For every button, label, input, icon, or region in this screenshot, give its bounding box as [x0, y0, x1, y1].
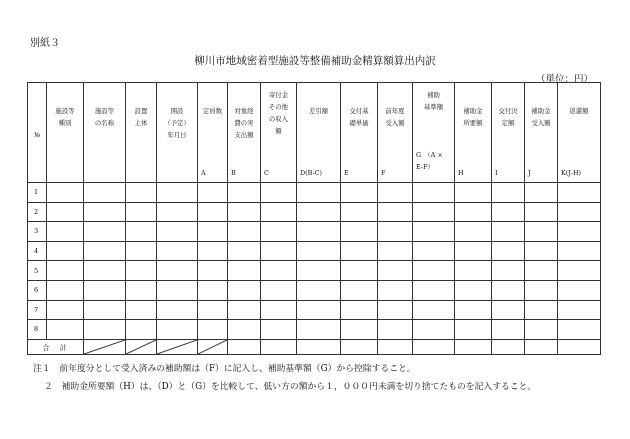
table-cell [198, 261, 228, 281]
table-cell [455, 339, 492, 354]
table-cell [261, 202, 297, 222]
table-cell [378, 280, 413, 300]
table-cell [378, 222, 413, 242]
note-1: 注１ 前年度分として受入済みの補助額は（F）に記入し、補助基準額（G）から控除すること。 [33, 364, 416, 374]
table-cell [297, 261, 341, 281]
table-cell [455, 300, 492, 320]
table-cell [198, 222, 228, 242]
column-header [341, 83, 378, 183]
total-row [28, 339, 601, 354]
notes [33, 360, 536, 396]
table-cell [378, 202, 413, 222]
table-cell [126, 183, 157, 203]
table-cell [297, 241, 341, 261]
table-cell [198, 241, 228, 261]
column-header-label: 定員数 [202, 107, 223, 115]
table-cell [126, 241, 157, 261]
table-cell [84, 320, 126, 340]
column-header-label: 対象経 費の実 支出額 [234, 107, 254, 139]
column-header [126, 83, 157, 183]
table-cell [157, 320, 198, 340]
column-header-code: I [495, 169, 498, 177]
column-header-label: 開設 （予定） 年月日 [164, 107, 190, 139]
table-cell [157, 280, 198, 300]
table-cell [297, 320, 341, 340]
table-cell [341, 222, 378, 242]
table-cell [492, 261, 525, 281]
table-cell [84, 222, 126, 242]
table-cell [341, 300, 378, 320]
note-2: ２ 補助金所要額（H）は、（D）と（G）を比較して、低い方の額から１，０００円未満を切り捨てたものを記入すること。 [44, 382, 537, 392]
table-cell [261, 339, 297, 354]
table-cell [84, 202, 126, 222]
table-cell [341, 320, 378, 340]
table-cell [413, 183, 455, 203]
column-header [492, 83, 525, 183]
table-cell [455, 280, 492, 300]
table-cell [525, 261, 558, 281]
table-cell [492, 339, 525, 354]
column-header-label: 補助金 受入額 [531, 107, 551, 127]
table-cell [378, 300, 413, 320]
row-number: 3 [28, 222, 47, 242]
table-cell [47, 241, 84, 261]
table-cell [261, 300, 297, 320]
table-cell [228, 339, 261, 354]
table-cell [198, 183, 228, 203]
table-cell [228, 320, 261, 340]
table-cell [492, 202, 525, 222]
table-row [28, 300, 601, 320]
table-cell [413, 339, 455, 354]
table-cell [558, 202, 601, 222]
table-cell [297, 202, 341, 222]
table-cell [157, 241, 198, 261]
table-cell [558, 183, 601, 203]
document-title: 柳川市地域密着型施設等整備補助金精算額算出内訳 [194, 55, 436, 67]
table-cell [455, 320, 492, 340]
table-cell [525, 339, 558, 354]
row-number: 8 [28, 320, 47, 340]
column-header-code: B [231, 169, 236, 177]
table-cell [558, 320, 601, 340]
table-cell [157, 261, 198, 281]
diagonal-strike [198, 340, 227, 354]
table-cell [157, 202, 198, 222]
table-cell [198, 202, 228, 222]
table-cell [228, 261, 261, 281]
table-cell [198, 280, 228, 300]
table-cell [84, 280, 126, 300]
column-header-label: 補助金 所要額 [463, 107, 483, 127]
column-header [261, 83, 297, 183]
table-cell [413, 202, 455, 222]
table-cell [47, 320, 84, 340]
table-cell [228, 202, 261, 222]
row-number: 7 [28, 300, 47, 320]
table-cell [261, 183, 297, 203]
row-number: 6 [28, 280, 47, 300]
row-number: 4 [28, 241, 47, 261]
table-cell [261, 320, 297, 340]
table-cell [198, 300, 228, 320]
table-cell [157, 222, 198, 242]
table-cell [378, 261, 413, 281]
table-cell [455, 241, 492, 261]
table-cell [492, 280, 525, 300]
table-row [28, 222, 601, 242]
diagonal-strike [84, 340, 125, 354]
table-cell [413, 261, 455, 281]
table-cell [157, 300, 198, 320]
table-cell [525, 280, 558, 300]
struck-cell [198, 339, 228, 354]
table-row [28, 202, 601, 222]
table-cell [413, 241, 455, 261]
table-cell [525, 300, 558, 320]
table-cell [84, 241, 126, 261]
table-cell [261, 280, 297, 300]
table-cell [297, 222, 341, 242]
table-cell [341, 280, 378, 300]
column-header [413, 83, 455, 183]
column-header-label: 補助 基準額 [423, 91, 444, 111]
header-row [28, 83, 601, 183]
table-cell [297, 300, 341, 320]
diagonal-line [126, 340, 156, 354]
table-cell [126, 202, 157, 222]
table-cell [47, 202, 84, 222]
column-header-label: № [33, 131, 41, 139]
table-cell [261, 222, 297, 242]
column-header-label: 設置 主体 [134, 107, 148, 127]
column-header [47, 83, 84, 183]
table-cell [525, 241, 558, 261]
struck-cell [157, 339, 198, 354]
column-header-label: 寄付金 その他 の収入 額 [268, 91, 289, 135]
table-cell [341, 261, 378, 281]
column-header-label: 交付基 礎単価 [349, 107, 369, 127]
table-cell [341, 339, 378, 354]
table-cell [558, 280, 601, 300]
table-cell [126, 280, 157, 300]
diagonal-line [198, 340, 227, 354]
unit-label: （単位：円） [535, 74, 593, 85]
diagonal-line [157, 340, 197, 354]
table-row [28, 183, 601, 203]
table-cell [84, 300, 126, 320]
column-header-code: C [264, 169, 269, 177]
table-cell [492, 241, 525, 261]
table-cell [455, 202, 492, 222]
table-cell [47, 183, 84, 203]
table-cell [378, 241, 413, 261]
table-cell [378, 320, 413, 340]
table-row [28, 241, 601, 261]
table-cell [492, 320, 525, 340]
table-cell [126, 320, 157, 340]
table-cell [297, 280, 341, 300]
table-cell [228, 300, 261, 320]
column-header [455, 83, 492, 183]
table-cell [341, 241, 378, 261]
table-cell [228, 183, 261, 203]
table-cell [297, 339, 341, 354]
table-cell [558, 339, 601, 354]
table-cell [198, 320, 228, 340]
table-cell [228, 222, 261, 242]
table-cell [84, 183, 126, 203]
column-header-code: A [201, 169, 206, 177]
table-cell [297, 183, 341, 203]
table-cell [558, 222, 601, 242]
table-cell [84, 261, 126, 281]
column-header-code: E [344, 169, 349, 177]
struck-cell [126, 339, 157, 354]
table-cell [413, 280, 455, 300]
struck-cell [84, 339, 126, 354]
table-cell [126, 300, 157, 320]
diagonal-strike [157, 340, 197, 354]
table-cell [228, 280, 261, 300]
table-cell [558, 261, 601, 281]
table-cell [47, 280, 84, 300]
table-cell [261, 261, 297, 281]
column-header [28, 83, 47, 183]
column-header-code: D(B-C) [300, 169, 322, 177]
table-cell [47, 300, 84, 320]
table-cell [157, 183, 198, 203]
table-cell [378, 183, 413, 203]
table-cell [525, 222, 558, 242]
column-header [558, 83, 601, 183]
table-cell [47, 222, 84, 242]
column-header-label: 返還額 [569, 107, 589, 115]
table-cell [455, 183, 492, 203]
column-header [525, 83, 558, 183]
row-number: 2 [28, 202, 47, 222]
column-header-code: J [528, 169, 531, 177]
table-cell [413, 222, 455, 242]
table-cell [47, 261, 84, 281]
row-number: 1 [28, 183, 47, 203]
diagonal-strike [126, 340, 156, 354]
row-number: 5 [28, 261, 47, 281]
column-header-label: 差引額 [308, 107, 329, 115]
table-cell [126, 261, 157, 281]
breakdown-table [27, 82, 601, 355]
column-header-label: 前年度 受入額 [385, 107, 405, 127]
table-cell [455, 222, 492, 242]
table-cell [558, 241, 601, 261]
table-cell [455, 261, 492, 281]
table-cell [525, 183, 558, 203]
column-header-label: 交付決 定額 [498, 107, 518, 127]
column-header [157, 83, 198, 183]
table-cell [492, 222, 525, 242]
column-header [378, 83, 413, 183]
column-header [198, 83, 228, 183]
total-label: 合 計 [28, 339, 84, 354]
column-header-label: 施設等 の名称 [94, 107, 115, 127]
table-cell [341, 202, 378, 222]
table-cell [558, 300, 601, 320]
table-row [28, 320, 601, 340]
table-row [28, 261, 601, 281]
table-cell [228, 241, 261, 261]
table-cell [378, 339, 413, 354]
table-cell [261, 241, 297, 261]
column-header [228, 83, 261, 183]
diagonal-line [84, 340, 125, 354]
column-header [297, 83, 341, 183]
table-cell [492, 300, 525, 320]
column-header [84, 83, 126, 183]
table-cell [525, 202, 558, 222]
column-header-label: 施設等 種別 [55, 107, 75, 127]
table-row [28, 280, 601, 300]
table-cell [126, 222, 157, 242]
table-cell [525, 320, 558, 340]
table-cell [413, 300, 455, 320]
table-cell [413, 320, 455, 340]
table-cell [492, 183, 525, 203]
table-cell [341, 183, 378, 203]
column-header-code: H [458, 169, 464, 177]
form-label: 別紙３ [30, 38, 60, 49]
column-header-formula: G （A × E-F） [416, 151, 443, 171]
column-header-code: F [381, 169, 386, 177]
column-header-code: K(J-H) [561, 169, 582, 177]
